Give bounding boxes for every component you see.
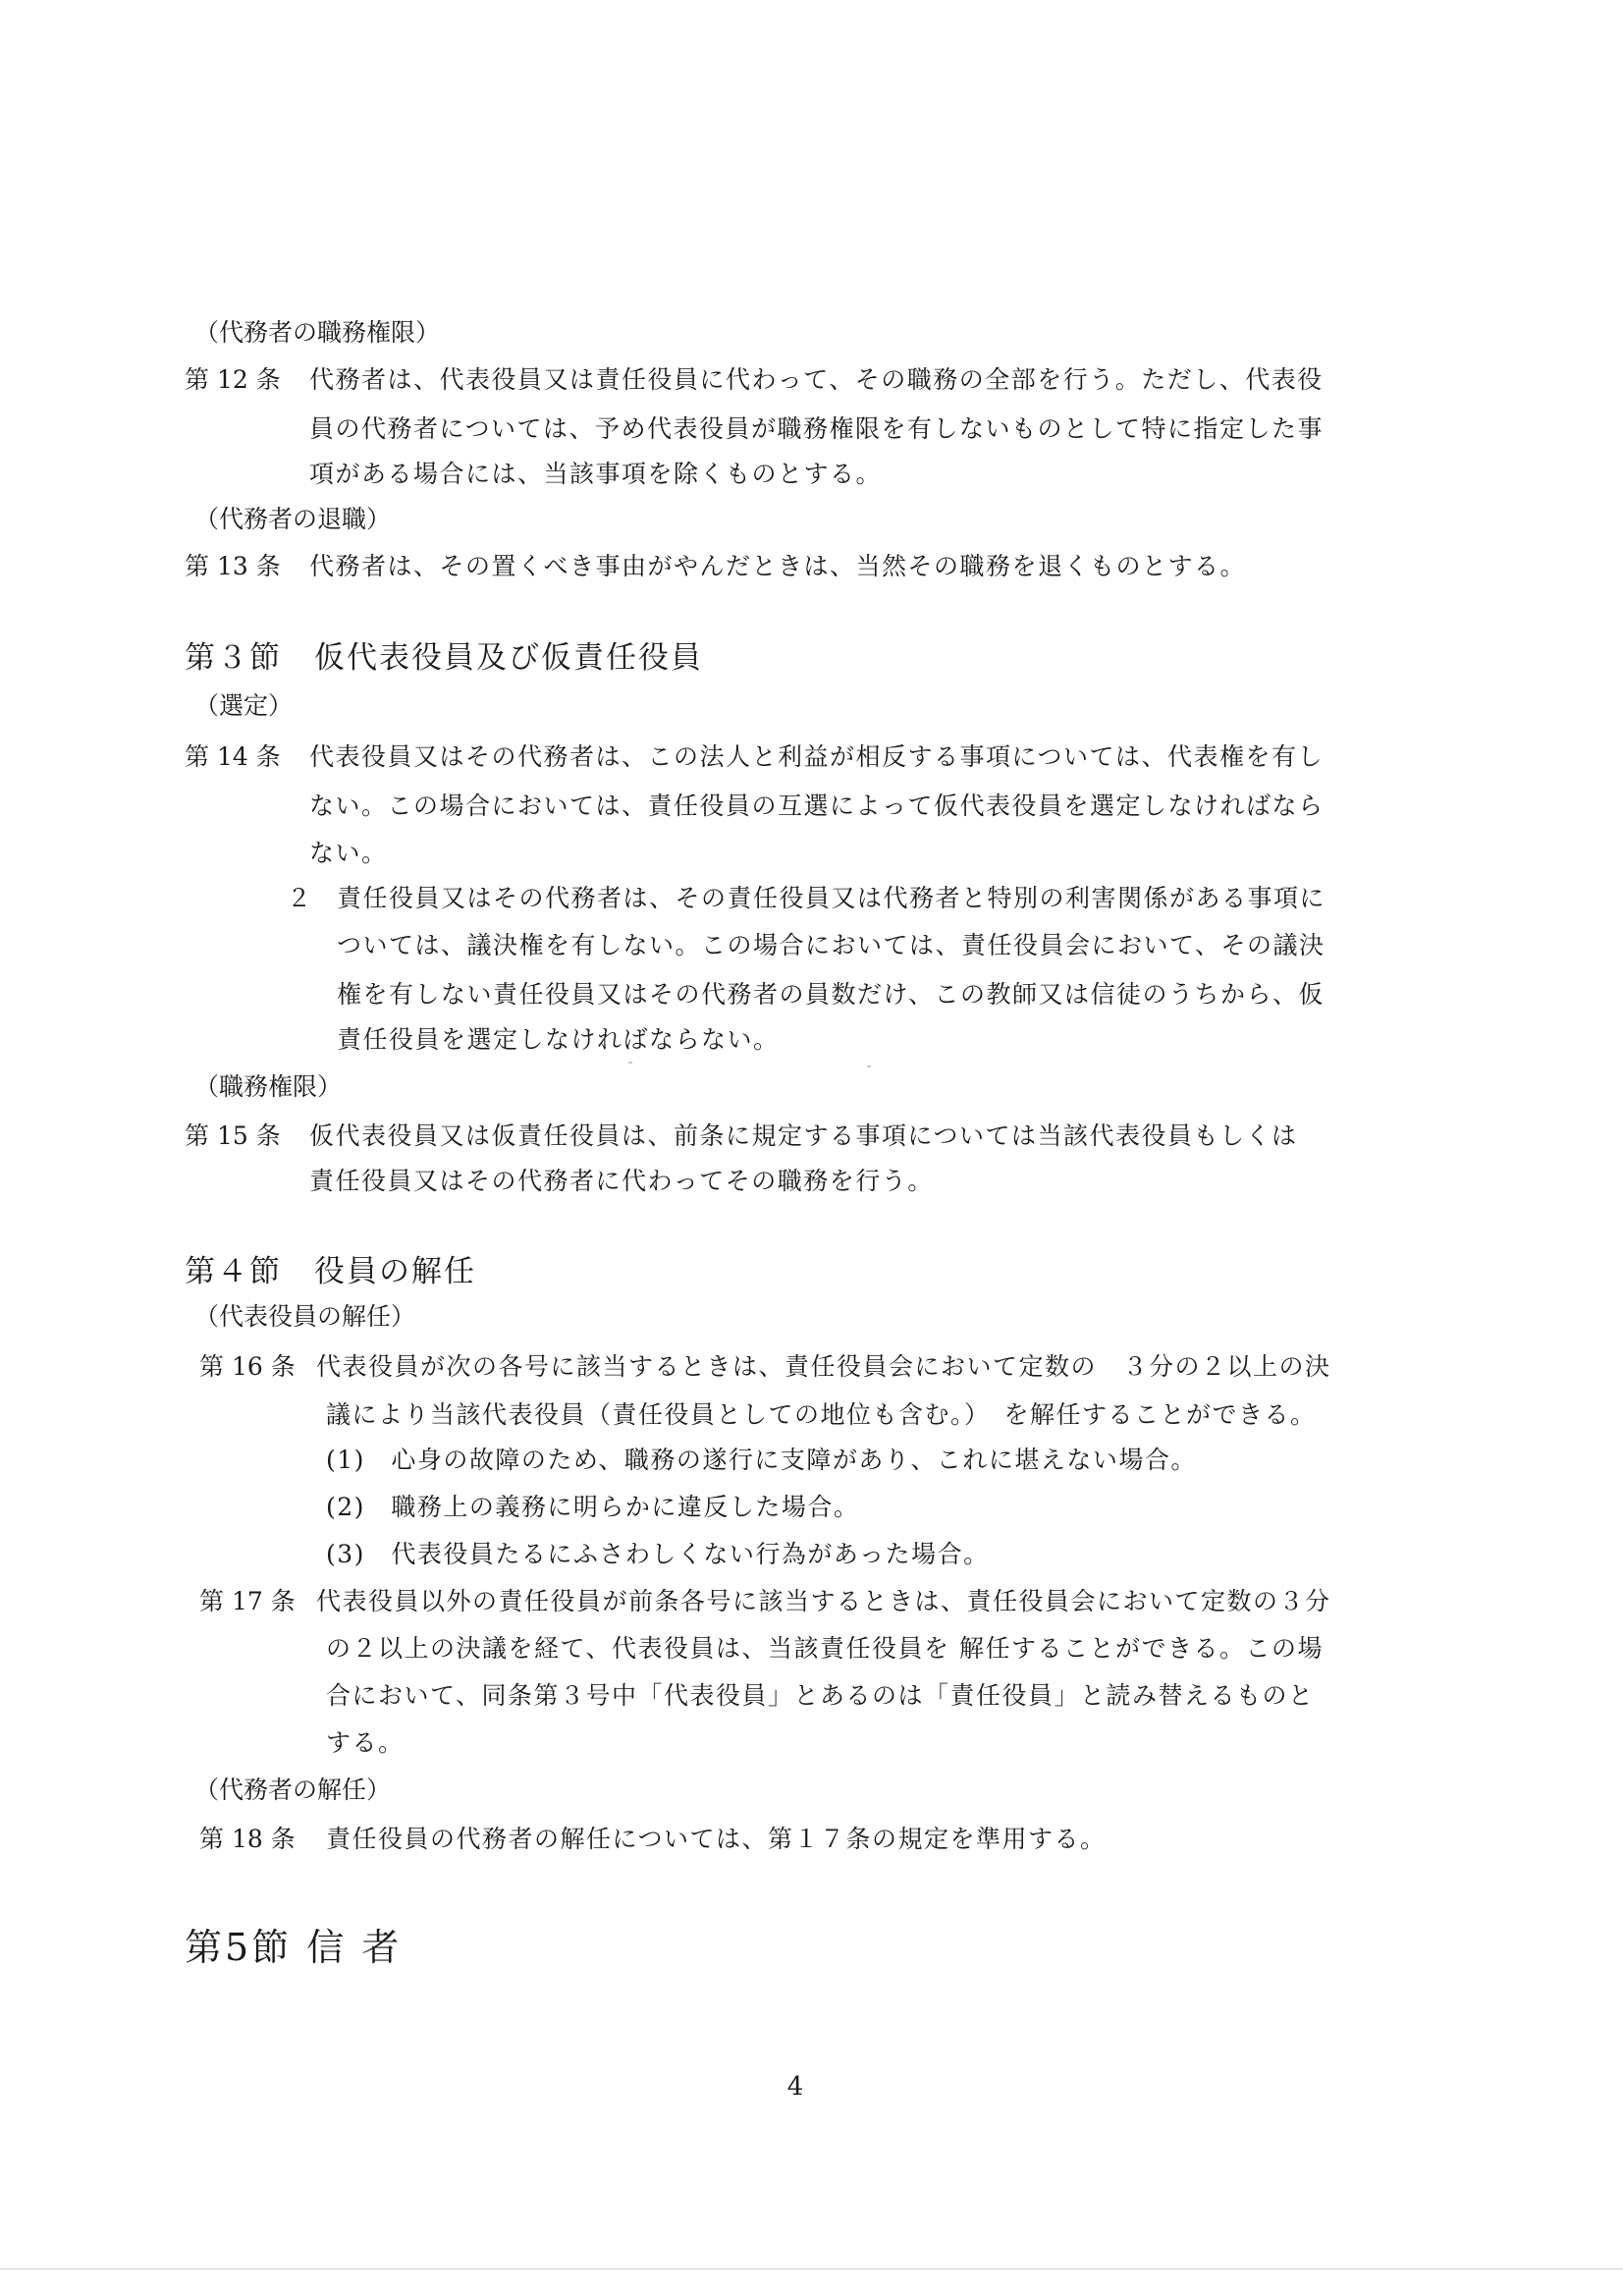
- article-text-line: 責任役員の代務者の解任については、第１７条の規定を準用する。: [326, 1825, 1107, 1853]
- section-heading: 第5節 信 者: [185, 1926, 403, 1969]
- article-caption: （代表役員の解任）: [194, 1302, 416, 1331]
- article-text-line: 責任役員又はその代務者は、その責任役員又は代務者と特別の利害関係がある事項に: [337, 884, 1326, 912]
- article-number: 第 17 条: [199, 1587, 296, 1615]
- article-number: 第 12 条: [185, 365, 281, 394]
- article-text-line: 仮代表役員又は仮責任役員は、前条に規定する事項については当該代表役員もしくは: [309, 1121, 1298, 1150]
- article-number: 第 18 条: [199, 1825, 296, 1853]
- article-text-line: する。: [326, 1728, 405, 1757]
- article-text-line: 代表役員が次の各号に該当するときは、責任役員会において定数の ３分の２以上の決: [316, 1352, 1331, 1381]
- article-caption: （代務者の職務権限）: [194, 318, 441, 347]
- article-text-line: 責任役員を選定しなければならない。: [337, 1025, 780, 1054]
- article-number: 第 15 条: [185, 1121, 281, 1150]
- article-text-line: ない。: [309, 839, 388, 867]
- article-number: 第 14 条: [185, 742, 281, 771]
- article-number: 第 16 条: [199, 1352, 296, 1381]
- article-text-line: 代務者は、その置くべき事由がやんだときは、当然その職務を退くものとする。: [309, 552, 1247, 580]
- list-item: (2) 職務上の義務に明らかに違反した場合。: [326, 1493, 860, 1521]
- article-caption: （代務者の解任）: [194, 1776, 392, 1804]
- article-text-line: 合において、同条第３号中「代表役員」とあるのは「責任役員」と読み替えるものと: [326, 1681, 1315, 1710]
- list-item: (1) 心身の故障のため、職務の遂行に支障があり、これに堪えない場合。: [326, 1446, 1197, 1474]
- scan-speck: [628, 1062, 632, 1064]
- article-text-line: 代表役員又はその代務者は、この法人と利益が相反する事項については、代表権を有し: [309, 742, 1325, 771]
- paragraph-number: ２: [287, 884, 312, 912]
- article-text-line: 権を有しない責任役員又はその代務者の員数だけ、この教師又は信徒のうちから、仮: [337, 980, 1325, 1009]
- article-caption: （代務者の退職）: [194, 505, 392, 533]
- article-text-line: 責任役員又はその代務者に代わってその職務を行う。: [309, 1167, 934, 1195]
- scan-speck: [867, 1066, 871, 1067]
- section-heading: 第４節 役員の解任: [185, 1254, 476, 1289]
- page-number: 4: [786, 2072, 804, 2102]
- article-caption: （選定）: [194, 691, 294, 720]
- article-caption: （職務権限）: [194, 1072, 343, 1101]
- article-text-line: 項がある場合には、当該事項を除くものとする。: [309, 460, 883, 488]
- article-text-line: 議により当該代表役員（責任役員としての地位も含む。） を解任することができる。: [326, 1400, 1317, 1429]
- article-number: 第 13 条: [185, 552, 281, 580]
- article-text-line: の２以上の決議を経て、代表役員は、当該責任役員を 解任することができる。この場: [326, 1634, 1324, 1663]
- article-text-line: 代務者は、代表役員又は責任役員に代わって、その職務の全部を行う。ただし、代表役: [309, 365, 1324, 394]
- article-text-line: ない。この場合においては、責任役員の互選によって仮代表役員を選定しなければなら: [309, 792, 1325, 820]
- list-item: (3) 代表役員たるにふさわしくない行為があった場合。: [326, 1540, 990, 1568]
- article-text-line: ついては、議決権を有しない。この場合においては、責任役員会において、その議決: [337, 931, 1325, 959]
- article-text-line: 代表役員以外の責任役員が前条各号に該当するときは、責任役員会において定数の３分: [316, 1587, 1331, 1615]
- article-text-line: 員の代務者については、予め代表役員が職務権限を有しないものとして特に指定した事: [309, 414, 1325, 443]
- section-heading: 第３節 仮代表役員及び仮責任役員: [185, 640, 703, 676]
